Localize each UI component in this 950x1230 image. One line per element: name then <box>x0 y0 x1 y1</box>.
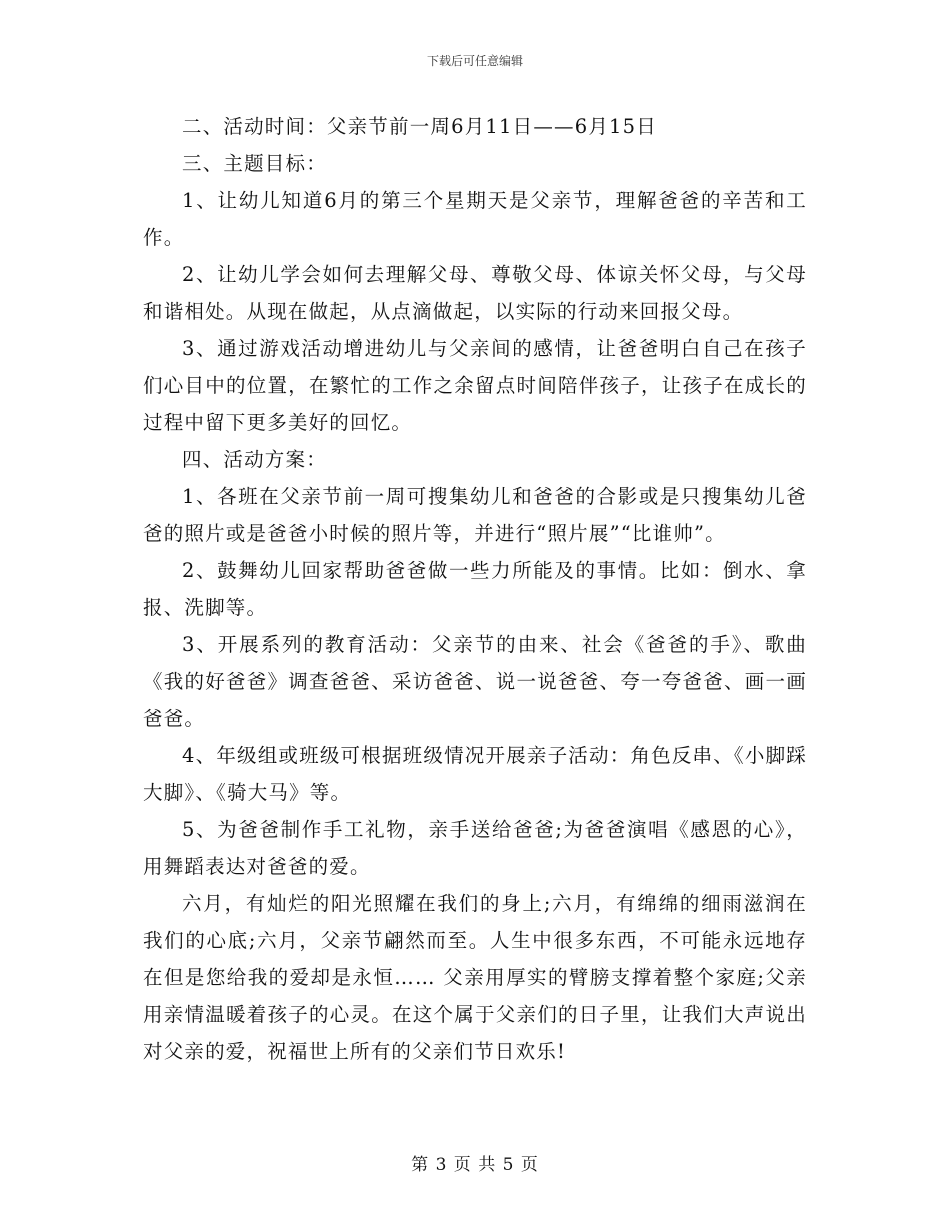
paragraph-plan-4: 4、年级组或班级可根据班级情况开展亲子活动：角色反串、《小脚踩大脚》、《骑大马》等。 <box>143 744 807 804</box>
paragraph-activity-time: 二、活动时间：父亲节前一周6月11日——6月15日 <box>182 115 657 138</box>
paragraph-closing: 六月，有灿烂的阳光照耀在我们的身上;六月，有绵绵的细雨滋润在我们的心底;六月，父亲节翩然而至。人生中很多东西，不可能永远地存在但是您给我的爱却是永恒…… 父亲用厚实的臂膀支撑着整个家庭;父亲用亲情温暖着孩子的心灵。在这个属于父亲们的日子里，让我们大声说出对父亲的爱，祝福世上所有的父亲们节日欢乐! <box>143 892 807 1063</box>
page-header: 下载后可任意编辑 <box>426 54 523 68</box>
document-body <box>143 108 807 1070</box>
page-number: 第 3 页 共 5 页 <box>411 1155 539 1175</box>
paragraph-plan-1: 1、各班在父亲节前一周可搜集幼儿和爸爸的合影或是只搜集幼儿爸爸的照片或是爸爸小时候的照片等，并进行“照片展”“比谁帅”。 <box>143 485 807 545</box>
paragraph-plan-2: 2、鼓舞幼儿回家帮助爸爸做一些力所能及的事情。比如：倒水、拿报、洗脚等。 <box>143 559 807 619</box>
paragraph-plan-5: 5、为爸爸制作手工礼物，亲手送给爸爸;为爸爸演唱《感恩的心》，用舞蹈表达对爸爸的爱。 <box>143 818 807 878</box>
paragraph-goals-heading: 三、主题目标： <box>182 152 327 175</box>
paragraph-plan-heading: 四、活动方案： <box>182 448 327 471</box>
paragraph-goal-3: 3、通过游戏活动增进幼儿与父亲间的感情，让爸爸明白自己在孩子们心目中的位置，在繁忙的工作之余留点时间陪伴孩子，让孩子在成长的过程中留下更多美好的回忆。 <box>143 337 807 434</box>
paragraph-goal-2: 2、让幼儿学会如何去理解父母、尊敬父母、体谅关怀父母，与父母和谐相处。从现在做起，从点滴做起，以实际的行动来回报父母。 <box>143 263 807 323</box>
paragraph-goal-1: 1、让幼儿知道6月的第三个星期天是父亲节，理解爸爸的辛苦和工作。 <box>143 189 807 249</box>
paragraph-plan-3: 3、开展系列的教育活动：父亲节的由来、社会《爸爸的手》、歌曲《我的好爸爸》调查爸爸、采访爸爸、说一说爸爸、夸一夸爸爸、画一画爸爸。 <box>143 633 807 730</box>
